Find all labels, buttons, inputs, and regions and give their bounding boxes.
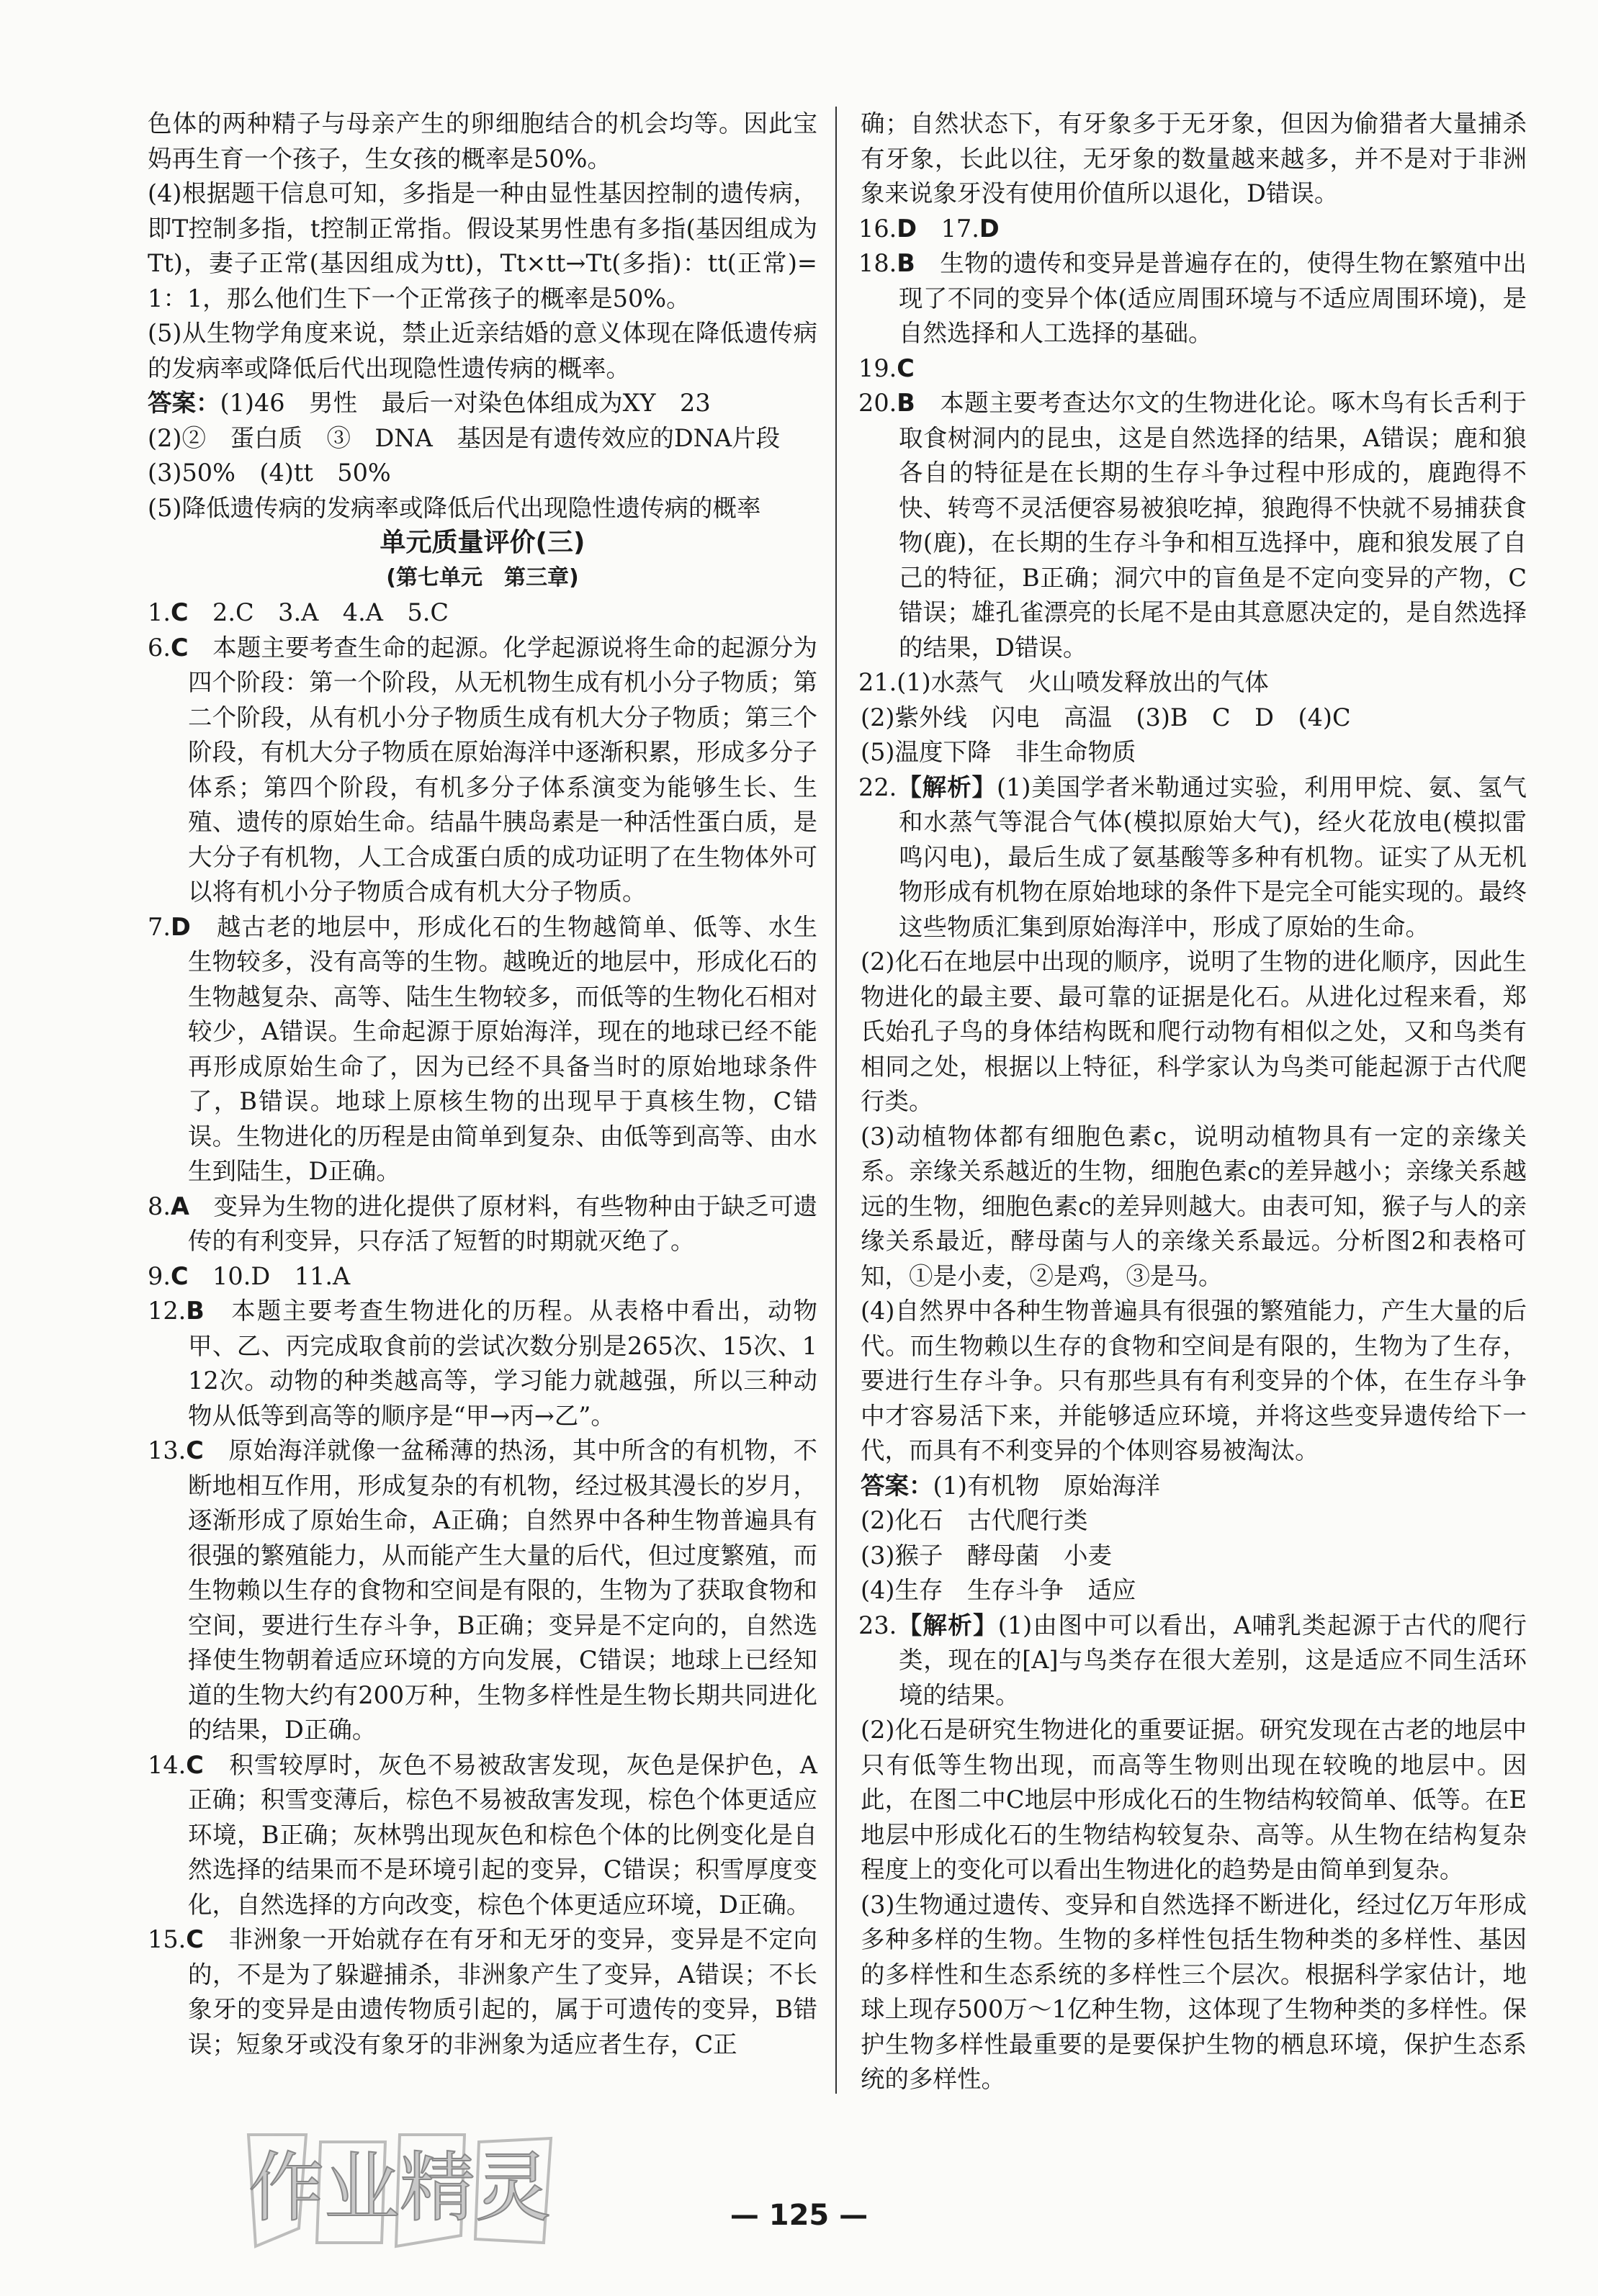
answer-key: 【解析】 [897, 1611, 998, 1639]
answer-key: B [897, 389, 915, 417]
answer-key: C [170, 1261, 189, 1290]
answer-item [148, 1433, 817, 1748]
item-text: 变异为生物的进化提供了原材料，有些物种由于缺乏可遗传的有利变异，只存活了短暂的时期就灭绝了。 [188, 1192, 817, 1255]
item-number: 18. [858, 249, 897, 277]
item-text: (1)美国学者米勒通过实验，利用甲烷、氨、氢气和水蒸气等混合气体(模拟原始大气)，经火花放电(模拟雷鸣闪电)，最后生成了氨基酸等多种有机物。证实了从无机物形成有机物在原始地球的条件下是完全可能实现的。最终这些物质汇集到原始海洋中，形成了原始的生命。 [899, 773, 1527, 941]
item-text: 17. [917, 214, 979, 243]
item-text: 10.D 11.A [188, 1261, 351, 1290]
page-number: — 125 — [730, 2199, 868, 2232]
answer-paragraph [861, 1713, 1527, 1888]
answer-key: B [897, 249, 915, 277]
answer-item [148, 1294, 817, 1433]
answer-paragraph [148, 316, 817, 386]
item-text: (5)降低遗传病的发病率或降低后代出现隐性遗传病的概率 [148, 493, 761, 522]
item-number: 21. [858, 668, 897, 696]
answer-paragraph [861, 1120, 1527, 1295]
answer-paragraph [861, 1294, 1527, 1469]
item-number: 7. [148, 912, 171, 941]
item-text: 本题主要考查生物进化的历程。从表格中看出，动物甲、乙、丙完成取食前的尝试次数分别是265次、15次、112次。动物的种类越高等，学习能力就越强，所以三种动物从低等到高等的顺序是“甲→丙→乙”。 [188, 1297, 817, 1430]
item-text: (5)温度下降 非生命物质 [861, 738, 1136, 766]
answer-item [858, 1608, 1527, 1714]
item-text: 原始海洋就像一盆稀薄的热汤，其中所含的有机物，不断地相互作用，形成复杂的有机物，经过极其漫长的岁月，逐渐形成了原始生命，A正确；自然界中各种生物普遍具有很强的繁殖能力，从而能产生大量的后代，但过度繁殖，而生物赖以生存的食物和空间是有限的，生物为了获取食物和空间，要进行生存斗争，B正确；变异是不定向的，自然选择使生物朝着适应环境的方向发展，C错误；地球上已经知道的生物大约有200万种，生物多样性是生物长期共同进化的结果，D正确。 [188, 1436, 817, 1744]
answer-key: C [170, 598, 189, 626]
item-text: (4)根据题干信息可知，多指是一种由显性基因控制的遗传病，即T控制多指，t控制正常指。假设某男性患有多指(基因组成为Tt)，妻子正常(基因组成为tt)，Tt×tt→Tt(多指)：tt(正常)=1：1，那么他们生下一个正常孩子的概率是50%。 [148, 179, 817, 312]
answer-key: 答案： [148, 389, 220, 417]
answer-key: C [170, 633, 189, 662]
item-text: (3)50% (4)tt 50% [148, 459, 391, 487]
answer-paragraph [861, 1503, 1527, 1539]
item-text: (4)生存 生存斗争 适应 [861, 1576, 1136, 1604]
item-text: (2)化石在地层中出现的顺序，说明了生物的进化顺序，因此生物进化的最主要、最可靠的证据是化石。从进化过程来看，郑氏始孔子鸟的身体结构既和爬行动物有相似之处，又和鸟类有相同之处，根据以上特征，科学家认为鸟类可能起源于古代爬行类。 [861, 947, 1527, 1115]
item-number: 12. [148, 1297, 187, 1325]
watermark-text: 作业精灵 [248, 2144, 552, 2232]
item-text: 本题主要考查达尔文的生物进化论。啄木鸟有长舌利于取食树洞内的昆虫，这是自然选择的结果，A错误；鹿和狼各自的特征是在长期的生存斗争过程中形成的，鹿跑得不快、转弯不灵活便容易被狼吃掉，狼跑得不快就不易捕获食物(鹿)，在长期的生存斗争和相互选择中，鹿和狼发展了自己的特征，B正确；洞穴中的盲鱼是不定向变异的产物，C错误；雄孔雀漂亮的长尾不是由其意愿决定的，是自然选择的结果，D错误。 [899, 389, 1527, 662]
item-number: 20. [858, 389, 897, 417]
answer-key: D [170, 912, 191, 941]
answer-key: B [186, 1297, 205, 1325]
answer-paragraph [861, 701, 1527, 736]
answer-key: D [897, 214, 917, 243]
item-text: (1)46 男性 最后一对染色体组成为XY 23 [220, 389, 711, 417]
item-text: (1)水蒸气 火山喷发释放出的气体 [897, 668, 1269, 696]
item-text: 2.C 3.A 4.A 5.C [188, 598, 449, 626]
section-title: 单元质量评价(三) [380, 528, 585, 557]
answer-key: D [979, 214, 1000, 243]
item-text: 确；自然状态下，有牙象多于无牙象，但因为偷猎者大量捕杀有牙象，长此以往，无牙象的数量越来越多，并不是对于非洲象来说象牙没有使用价值所以退化，D错误。 [861, 109, 1527, 207]
item-number: 13. [148, 1436, 187, 1464]
answer-key: C [186, 1750, 204, 1779]
item-text: (1)有机物 原始海洋 [933, 1471, 1160, 1500]
item-text: (2)紫外线 闪电 高温 (3)B C D (4)C [861, 703, 1351, 731]
item-text: 非洲象一开始就存在有牙和无牙的变异，变异是不定向的，不是为了躲避捕杀，非洲象产生了变异，A错误；不长象牙的变异是由遗传物质引起的，属于可遗传的变异，B错误；短象牙或没有象牙的非洲象为适应者生存，C正 [188, 1925, 817, 2058]
answer-item [858, 770, 1527, 945]
answer-item [148, 1748, 817, 1923]
answer-item [148, 1259, 817, 1295]
answer-paragraph [861, 945, 1527, 1120]
watermark-logo [241, 2120, 558, 2261]
answer-item [148, 595, 817, 631]
answer-item [148, 910, 817, 1189]
item-text: 积雪较厚时，灰色不易被敌害发现，灰色是保护色，A正确；积雪变薄后，棕色不易被敌害发现，棕色个体更适应环境，B正确；灰林鸮出现灰色和棕色个体的比例变化是自然选择的结果而不是环境引起的变异，C错误；积雪厚度变化，自然选择的方向改变，棕色个体更适应环境，D正确。 [188, 1750, 817, 1919]
answer-item [858, 212, 1527, 247]
item-text: (1)由图中可以看出，A哺乳类起源于古代的爬行类，现在的[A]与鸟类存在很大差别，这是适应不同生活环境的结果。 [899, 1611, 1527, 1709]
answer-paragraph [861, 1469, 1527, 1504]
answer-item [148, 631, 817, 910]
item-text: (3)猴子 酵母菌 小麦 [861, 1541, 1112, 1570]
answer-item [148, 1922, 817, 2062]
answer-key: 答案： [861, 1471, 933, 1500]
item-text: (3)动植物体都有细胞色素c，说明动植物具有一定的亲缘关系。亲缘关系越近的生物，细胞色素c的差异越小；亲缘关系越远的生物，细胞色素c的差异则越大。由表可知，猴子与人的亲缘关系最近，酵母菌与人的亲缘关系最远。分析图2和表格可知，①是小麦，②是鸡，③是马。 [861, 1122, 1527, 1290]
item-text: (2)② 蛋白质 ③ DNA 基因是有遗传效应的DNA片段 [148, 423, 781, 452]
answer-paragraph [148, 176, 817, 316]
item-text: 色体的两种精子与母亲产生的卵细胞结合的机会均等。因此宝妈再生育一个孩子，生女孩的概率是50%。 [148, 109, 817, 173]
answer-paragraph [861, 1888, 1527, 2097]
right-column [858, 107, 1527, 2097]
item-number: 9. [148, 1261, 171, 1290]
answer-paragraph [148, 421, 817, 456]
left-column [148, 107, 817, 2062]
item-text: (3)生物通过遗传、变异和自然选择不断进化，经过亿万年形成多种多样的生物。生物的多样性包括生物种类的多样性、基因的多样性和生态系统的多样性三个层次。根据科学家估计，地球上现存500万～1亿种生物，这体现了生物种类的多样性。保护生物多样性最重要的是要保护生物的栖息环境，保护生态系统的多样性。 [861, 1890, 1527, 2093]
answer-item [858, 351, 1527, 387]
answer-key: C [186, 1925, 204, 1953]
answer-paragraph [861, 1539, 1527, 1574]
answer-paragraph [148, 456, 817, 491]
item-text: (2)化石是研究生物进化的重要证据。研究发现在古老的地层中只有低等生物出现，而高等生物则出现在较晚的地层中。因此，在图二中C地层中形成化石的生物结构较简单、低等。在E地层中形成化石的生物结构较复杂、高等。从生物在结构复杂程度上的变化可以看出生物进化的趋势是由简单到复杂。 [861, 1716, 1527, 1883]
answer-item [858, 665, 1527, 701]
item-text: (5)从生物学角度来说，禁止近亲结婚的意义体现在降低遗传病的发病率或降低后代出现隐性遗传病的概率。 [148, 319, 817, 382]
item-number: 6. [148, 633, 171, 662]
item-text: 生物的遗传和变异是普遍存在的，使得生物在繁殖中出现了不同的变异个体(适应周围环境与不适应周围环境)，是自然选择和人工选择的基础。 [899, 249, 1527, 347]
item-text: (4)自然界中各种生物普遍具有很强的繁殖能力，产生大量的后代。而生物赖以生存的食物和空间是有限的，生物为了生存，要进行生存斗争。只有那些具有有利变异的个体，在生存斗争中才容易活下来，并能够适应环境，并将这些变异遗传给下一代，而具有不利变异的个体则容易被淘汰。 [861, 1297, 1527, 1464]
item-number: 1. [148, 598, 171, 626]
answer-key: A [170, 1192, 189, 1220]
item-number: 15. [148, 1925, 187, 1953]
answer-paragraph [148, 491, 817, 526]
item-number: 14. [148, 1750, 187, 1779]
section-subtitle: (第七单元 第三章) [386, 564, 579, 590]
answer-key: C [897, 354, 915, 382]
answer-paragraph [861, 735, 1527, 770]
answer-item [858, 246, 1527, 351]
item-number: 19. [858, 354, 897, 382]
item-text: (2)化石 古代爬行类 [861, 1506, 1088, 1534]
column-divider [835, 107, 837, 2094]
item-text: 越古老的地层中，形成化石的生物越简单、低等、水生生物较多，没有高等的生物。越晚近的地层中，形成化石的生物越复杂、高等、陆生生物较多，而低等的生物化石相对较少，A错误。生命起源于原始海洋，现在的地球已经不能再形成原始生命了，因为已经不具备当时的原始地球条件了，B错误。地球上原核生物的出现早于真核生物，C错误。生物进化的历程是由简单到复杂、由低等到高等、由水生到陆生，D正确。 [188, 912, 817, 1185]
answer-item [858, 386, 1527, 665]
answer-paragraph [148, 107, 817, 176]
answer-key: C [186, 1436, 204, 1464]
answer-item [148, 1189, 817, 1259]
answer-paragraph [861, 1573, 1527, 1608]
item-text: 本题主要考查生命的起源。化学起源说将生命的起源分为四个阶段：第一个阶段，从无机物生成有机小分子物质；第二个阶段，从有机小分子物质生成有机大分子物质；第三个阶段，有机大分子物质在原始海洋中逐渐积累，形成多分子体系；第四个阶段，有机多分子体系演变为能够生长、生殖、遗传的原始生命。结晶牛胰岛素是一种活性蛋白质，是大分子有机物，人工合成蛋白质的成功证明了在生物体外可以将有机小分子物质合成有机大分子物质。 [188, 633, 817, 906]
item-number: 23. [858, 1611, 897, 1639]
answer-key: 【解析】 [897, 773, 997, 801]
answer-paragraph [148, 386, 817, 421]
item-number: 22. [858, 773, 897, 801]
item-number: 8. [148, 1192, 171, 1220]
answer-paragraph [861, 107, 1527, 212]
item-number: 16. [858, 214, 897, 243]
